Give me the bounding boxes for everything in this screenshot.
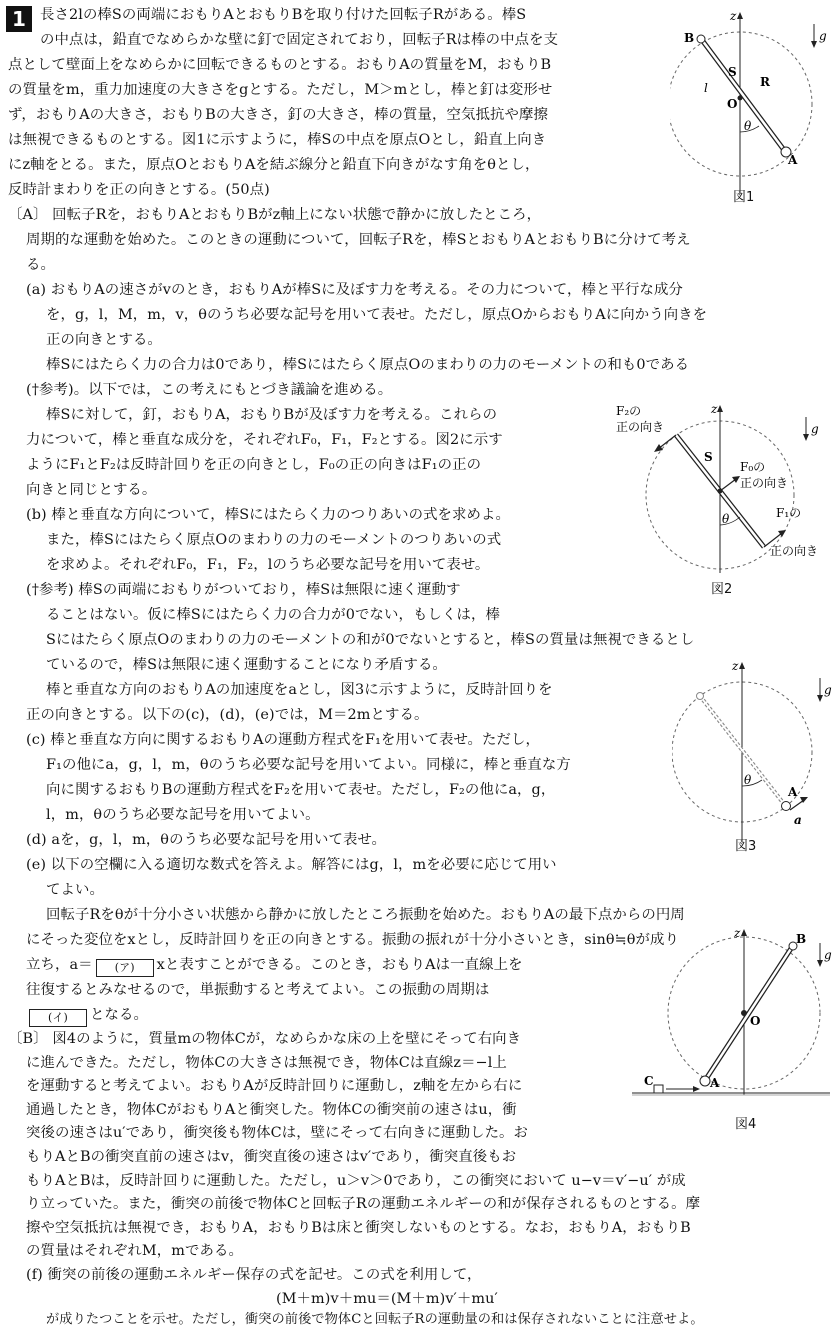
part-a-head: 〔A〕 回転子Rを，おもりAとおもりBがz軸上にない状態で静かに放したところ， bbox=[8, 207, 542, 223]
svg-text:z: z bbox=[730, 9, 737, 23]
intro-line: の質量をm，重力加速度の大きさをgとする。ただし，M＞mとし，棒と釘は変形せ bbox=[8, 82, 553, 98]
part-b-line: を運動すると考えてよい。おもりAが反時計回りに運動し，z軸を左から右に bbox=[26, 1078, 523, 1095]
paragraph: 往復するとみなせるので，単振動すると考えてよい。この振動の周期は bbox=[26, 982, 490, 998]
svg-text:O: O bbox=[727, 97, 738, 111]
paragraph: 棒Sに対して，釘，おもりA，おもりBが及ぼす力を考える。これらの bbox=[46, 407, 498, 423]
svg-text:g: g bbox=[824, 948, 832, 962]
paragraph: ようにF₁とF₂は反時計回りを正の向きとし，F₀の正の向きはF₁の正の bbox=[26, 457, 482, 473]
question-b: (b) 棒と垂直な方向について，棒Sにはたらく力のつりあいの式を求めよ。 bbox=[26, 507, 511, 523]
intro-line: ず，おもりAの大きさ，おもりBの大きさ，釘の大きさ，棒の質量，空気抵抗や摩擦 bbox=[8, 107, 548, 123]
question-b: また，棒Sにはたらく原点Oのまわりの力のモーメントのつりあいの式 bbox=[46, 532, 502, 548]
part-a-line: る。 bbox=[26, 257, 55, 273]
part-b-line: 擦や空気抵抗は無視でき，おもりA，おもりBは床と衝突しないものとする。なお，おもりA，おもりB bbox=[26, 1219, 691, 1236]
part-a-line: 周期的な運動を始めた。このときの運動について，回転子Rを，棒SとおもりAとおもりBに分けて考え bbox=[26, 232, 691, 248]
svg-text:z: z bbox=[734, 926, 741, 940]
origin-pin bbox=[741, 1010, 747, 1016]
intro-line: の中点は，鉛直でなめらかな壁に釘で固定されており，回転子Rは棒の中点を支 bbox=[40, 32, 559, 48]
svg-text:F₂の: F₂の bbox=[616, 404, 642, 418]
z-arrow-icon bbox=[739, 662, 745, 669]
part-b-line: 通過したとき，物体CがおもりAと衝突した。物体Cの衝突前の速さはu，衝 bbox=[26, 1101, 517, 1118]
intro-line: 点として壁面上をなめらかに回転できるものとする。おもりAの質量をM，おもりB bbox=[8, 57, 552, 73]
question-c: l，m，θのうち必要な記号を用いてよい。 bbox=[46, 807, 320, 823]
svg-text:z: z bbox=[732, 659, 739, 673]
svg-text:B: B bbox=[684, 31, 695, 45]
paragraph: 棒と垂直な方向のおもりAの加速度をaとし，図3に示すように，反時計回りを bbox=[46, 682, 553, 698]
figure-1 bbox=[670, 4, 830, 204]
paragraph: 力について，棒と垂直な成分を，それぞれF₀，F₁，F₂とする。図2に示す bbox=[26, 432, 503, 448]
paragraph: (†参考)。以下では，この考えにもとづき議論を進める。 bbox=[26, 382, 393, 398]
weight-b bbox=[697, 35, 705, 43]
svg-text:A: A bbox=[710, 1076, 720, 1090]
paragraph: 向きと同じとする。 bbox=[26, 482, 157, 498]
svg-text:正の向き: 正の向き bbox=[740, 476, 789, 490]
svg-text:F₀の: F₀の bbox=[740, 460, 766, 474]
z-arrow-icon bbox=[737, 12, 743, 19]
question-c: F₁の他にa，g，l，m，θのうち必要な記号を用いてよい。同様に，棒と垂直な方 bbox=[46, 757, 571, 773]
paragraph: 棒Sにはたらく力の合力は0であり，棒Sにはたらく原点Oのまわりの力のモーメントの和も0である bbox=[46, 357, 690, 373]
svg-text:S: S bbox=[728, 65, 737, 79]
question-f: が成りたつことを示せ。ただし，衝突の前後で物体Cと回転子Rの運動量の和は保存されないことに注意せよ。 bbox=[46, 1312, 704, 1328]
part-b-line: 〔B〕 図4のように，質量mの物体Cが，なめらかな床の上を壁にそって右向き bbox=[8, 1031, 522, 1047]
svg-text:C: C bbox=[644, 1074, 654, 1088]
svg-text:z: z bbox=[711, 402, 718, 416]
part-b-line: もりAとBの衝突直前の速さはv，衝突直後の速さはv′であり，衝突直後もお bbox=[26, 1149, 517, 1165]
question-f: (f) 衝突の前後の運動エネルギー保存の式を記せ。この式を利用して， bbox=[26, 1267, 482, 1283]
figure-4-caption: 図4 bbox=[735, 1117, 757, 1132]
svg-text:g: g bbox=[819, 29, 827, 43]
question-b: を求めよ。それぞれF₀，F₁，F₂，lのうち必要な記号を用いて表せ。 bbox=[46, 557, 490, 573]
weight-a bbox=[782, 802, 791, 811]
part-b-line: に進んできた。ただし，物体Cの大きさは無視でき，物体Cは直線z＝−l上 bbox=[26, 1054, 507, 1071]
reference-note: ているので，棒Sは無限に速く運動することになり矛盾する。 bbox=[46, 657, 447, 673]
reference-note: (†参考) 棒Sの両端におもりがついており，棒Sは無限に速く運動す bbox=[26, 582, 461, 598]
question-c: (c) 棒と垂直な方向に関するおもりAの運動方程式をF₁を用いて表せ。ただし， bbox=[26, 732, 540, 748]
intro-line: は無視できるものとする。図1に示すように，棒Sの中点を原点Oとし，鉛直上向き bbox=[8, 132, 547, 148]
figure-4 bbox=[632, 925, 832, 1110]
paragraph: (イ) となる。 bbox=[26, 1003, 148, 1028]
svg-text:S: S bbox=[704, 450, 713, 464]
svg-text:θ: θ bbox=[744, 773, 752, 787]
paragraph: にそった変位をxとし，反時計回りを正の向きとする。振動の振れが十分小さいとき，sinθ≒θが成り bbox=[26, 932, 679, 948]
f0-arrow-icon bbox=[720, 479, 736, 491]
svg-text:B: B bbox=[796, 932, 807, 946]
part-b-line: もりAとBは，反時計回りに運動した。ただし，u＞v＞0であり，この衝突において u−v＝v′−u′ が成 bbox=[26, 1172, 686, 1189]
question-a: 正の向きとする。 bbox=[46, 332, 162, 348]
svg-text:a: a bbox=[794, 813, 802, 827]
weight-a bbox=[700, 1076, 710, 1086]
origin-pin bbox=[738, 96, 743, 101]
question-a: を，g，l，M，m，v，θのうち必要な記号を用いて表せ。ただし，原点OからおもりAに向かう向きを bbox=[46, 307, 708, 323]
question-e: てよい。 bbox=[46, 882, 104, 898]
paragraph: 正の向きとする。以下の(c)，(d)，(e)では，M＝2mとする。 bbox=[26, 707, 429, 723]
reference-note: Sにはたらく原点Oのまわりの力のモーメントの和が0でないとすると，棒Sの質量は無視できるとし bbox=[46, 632, 695, 648]
svg-text:正の向き: 正の向き bbox=[770, 544, 819, 558]
figure-1-caption: 図1 bbox=[733, 190, 755, 205]
svg-text:A: A bbox=[788, 785, 798, 799]
figure-3 bbox=[672, 656, 832, 851]
part-b-line: 突後の速さはu′であり，衝突後も物体Cは，壁にそって右向きに運動した。お bbox=[26, 1125, 529, 1142]
question-e: (e) 以下の空欄に入る適切な数式を答えよ。解答にはg，l，mを必要に応じて用い bbox=[26, 857, 557, 873]
paragraph: 立ち，a＝ (ア) xと表すことができる。このとき，おもりAは一直線上を bbox=[26, 953, 523, 978]
svg-text:θ: θ bbox=[744, 119, 752, 133]
part-b-line: の質量はそれぞれM，mである。 bbox=[26, 1243, 243, 1260]
question-a: (a) おもりAの速さがvのとき，おもりAが棒Sに及ぼす力を考える。その力について，棒と平行な成分 bbox=[26, 282, 683, 298]
object-c bbox=[654, 1085, 663, 1093]
answer-blank-a: (ア) bbox=[96, 959, 154, 977]
svg-text:g: g bbox=[811, 422, 819, 436]
svg-text:θ: θ bbox=[722, 512, 730, 526]
svg-text:F₁の: F₁の bbox=[776, 506, 802, 520]
svg-text:A: A bbox=[788, 153, 798, 167]
paragraph: 回転子Rをθが十分小さい状態から静かに放したところ振動を始めた。おもりAの最下点からの円周 bbox=[46, 907, 685, 923]
svg-text:O: O bbox=[750, 1014, 761, 1028]
reference-note: ることはない。仮に棒Sにはたらく力の合力が0でない，もしくは，棒 bbox=[46, 607, 500, 623]
figure-2 bbox=[610, 397, 836, 597]
svg-text:正の向き: 正の向き bbox=[616, 420, 665, 434]
z-arrow-icon bbox=[741, 929, 747, 936]
z-arrow-icon bbox=[717, 405, 723, 412]
svg-text:R: R bbox=[760, 75, 770, 89]
part-b-line: り立っていた。また，衝突の前後で物体Cと回転子Rの運動エネルギーの和が保存されるものとする。摩 bbox=[26, 1196, 701, 1213]
intro-line: 反時計まわりを正の向きとする。(50点) bbox=[8, 182, 270, 198]
answer-blank-i: (イ) bbox=[29, 1009, 87, 1027]
question-c: 向に関するおもりBの運動方程式をF₂を用いて表せ。ただし，F₂の他にa，g， bbox=[46, 782, 556, 798]
svg-text:l: l bbox=[704, 81, 708, 95]
svg-text:g: g bbox=[824, 683, 832, 697]
intro-line: 長さ2lの棒Sの両端におもりAとおもりBを取り付けた回転子Rがある。棒S bbox=[40, 7, 527, 23]
figure-3-caption: 図3 bbox=[735, 839, 757, 854]
figure-2-caption: 図2 bbox=[711, 582, 733, 597]
intro-line: にz軸をとる。また，原点OとおもりAを結ぶ線分と鉛直下向きがなす角をθとし， bbox=[8, 157, 540, 173]
question-number: 1 bbox=[6, 6, 32, 32]
equation: (M＋m)v＋mu＝(M＋m)v′＋mu′ bbox=[276, 1290, 498, 1307]
question-d: (d) aを，g，l，m，θのうち必要な記号を用いて表せ。 bbox=[26, 832, 387, 848]
